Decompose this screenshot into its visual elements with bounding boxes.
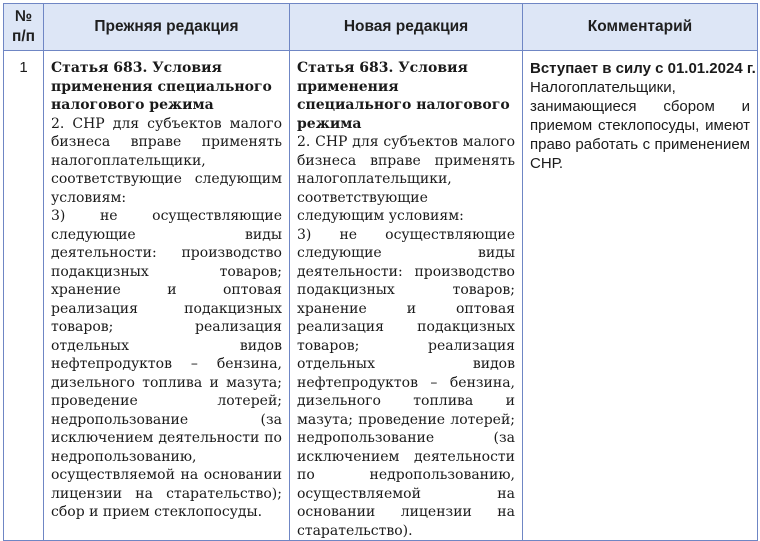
header-comment: Комментарий: [523, 4, 758, 51]
row-number: 1: [4, 51, 44, 541]
new-edition-cell: [290, 51, 523, 541]
header-new-edition: Новая редакция: [290, 4, 523, 51]
effective-date: Вступает в силу с 01.01.2024 г.: [530, 60, 756, 77]
table-row: [4, 51, 758, 541]
old-article-title: Статья 683. Условия применения специального налогового режима: [51, 60, 272, 113]
new-article-item: 3) не осуществляющие следующие виды деятельности: производство подакцизных товаров; хранение и оптовая реализация подакцизных товаров; реализация отдельных видов нефтепродуктов – бензина, дизельного топлива и мазута; проведение лотерей; недропользование (за исключением деятельности по недропользованию, осуществляемой на основании лицензии на старательство).: [297, 226, 515, 539]
comment-cell: [523, 51, 758, 541]
old-edition-cell: [44, 51, 290, 541]
new-article-title: Статья 683. Условия применения специального налогового режима: [297, 60, 510, 132]
comparison-table: [3, 3, 758, 541]
header-row: [4, 4, 758, 51]
new-article-text: 2. СНР для субъектов малого бизнеса вправе применять налогоплательщики, соответствующие следующим условиям:: [297, 134, 515, 224]
old-article-item: 3) не осуществляющие следующие виды деятельности: производство подакцизных товаров; хранение и оптовая реализация подакцизных товаров; реализация отдельных видов нефтепродуктов – бензина, дизельного топлива и мазута; проведение лотерей; недропользование (за исключением деятельности по недропользованию, осуществляемой на основании лицензии на старательство); сбор и прием стеклопосуды.: [51, 208, 282, 520]
old-article-text: 2. СНР для субъектов малого бизнеса вправе применять налогоплательщики, соответствующие следующим условиям:: [51, 115, 282, 206]
comment-text: Налогоплательщики, занимающиеся сбором и приемом стеклопосуды, имеют право работать с применением СНР.: [530, 79, 750, 172]
header-old-edition: Прежняя редакция: [44, 4, 290, 51]
header-num: № п/п: [4, 4, 44, 51]
